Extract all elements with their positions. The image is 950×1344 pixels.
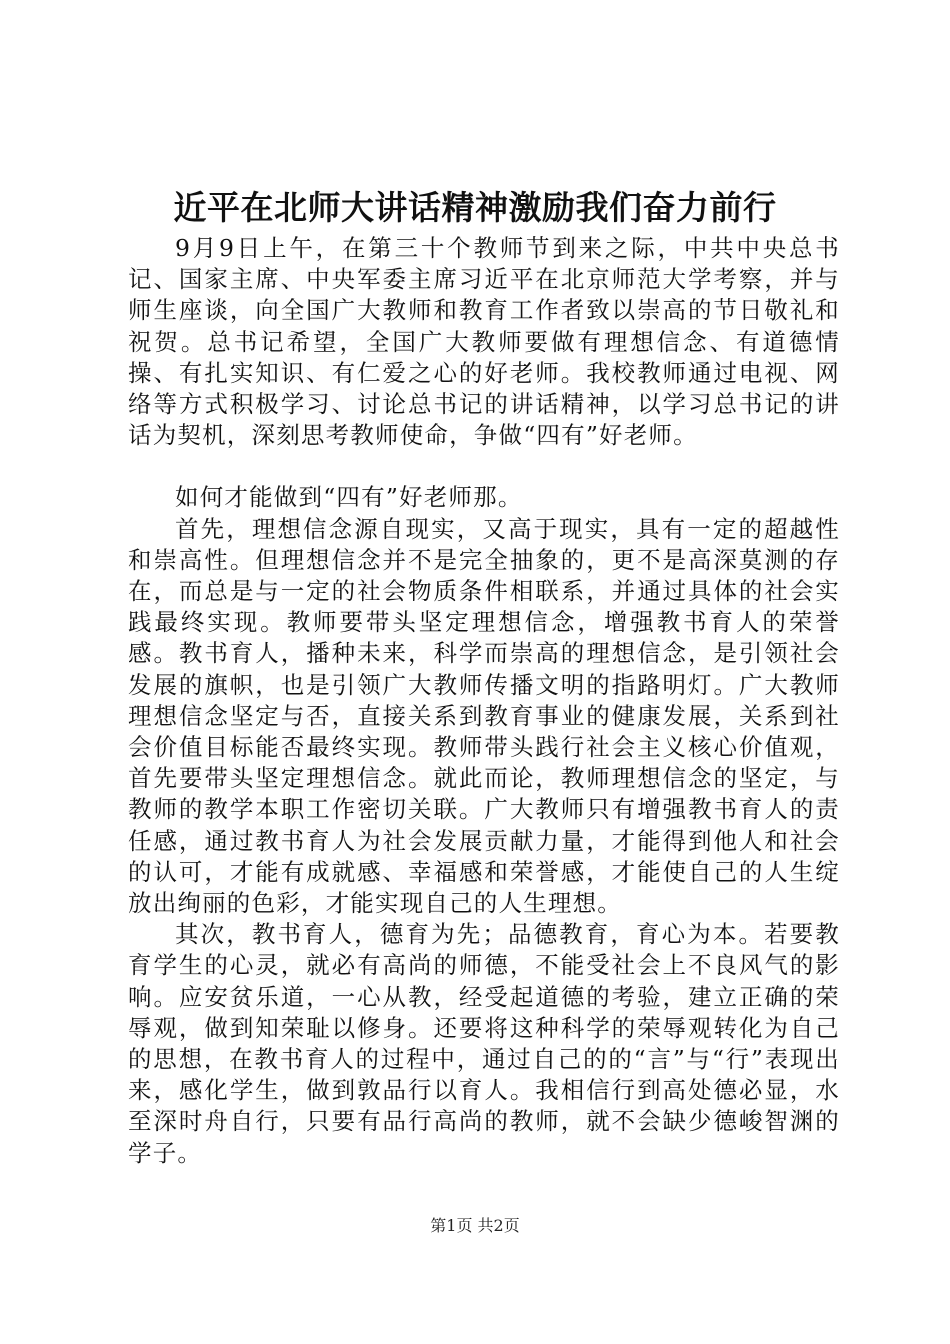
document-title: 近平在北师大讲话精神激励我们奋力前行: [173, 188, 777, 227]
page-footer: 第1页 共2页: [430, 1216, 520, 1235]
document-body: [128, 233, 840, 1169]
paragraph-intro: 9月9日上午，在第三十个教师节到来之际，中共中央总书记、国家主席、中央军委主席习近平在北京师范大学考察，并与师生座谈，向全国广大教师和教育工作者致以崇高的节日敬礼和祝贺。总书记希望，全国广大教师要做有理想信念、有道德情操、有扎实知识、有仁爱之心的好老师。我校教师通过电视、网络等方式积极学习、讨论总书记的讲话精神，以学习总书记的讲话为契机，深刻思考教师使命，争做“四有”好老师。: [128, 234, 840, 450]
paragraph-question: 如何才能做到“四有”好老师那。: [175, 483, 523, 512]
paragraph-second-point: 其次，教书育人，德育为先；品德教育，育心为本。若要教育学生的心灵，就必有高尚的师德，不能受社会上不良风气的影响。应安贫乐道，一心从教，经受起道德的考验，建立正确的荣辱观，做到知荣耻以修身。还要将这种科学的荣辱观转化为自己的思想，在教书育人的过程中，通过自己的的“言”与“行”表现出来，感化学生，做到敦品行以育人。我相信行到高处德必显，水至深时舟自行，只要有品行高尚的教师，就不会缺少德峻智渊的学子。: [128, 920, 840, 1167]
paragraph-first-point: 首先，理想信念源自现实，又高于现实，具有一定的超越性和崇高性。但理想信念并不是完全抽象的，更不是高深莫测的存在，而总是与一定的社会物质条件相联系，并通过具体的社会实践最终实现。教师要带头坚定理想信念，增强教书育人的荣誉感。教书育人，播种未来，科学而崇高的理想信念，是引领社会发展的旗帜，也是引领广大教师传播文明的指路明灯。广大教师理想信念坚定与否，直接关系到教育事业的健康发展，关系到社会价值目标能否最终实现。教师带头践行社会主义核心价值观，首先要带头坚定理想信念。就此而论，教师理想信念的坚定，与教师的教学本职工作密切关联。广大教师只有增强教书育人的责任感，通过教书育人为社会发展贡献力量，才能得到他人和社会的认可，才能有成就感、幸福感和荣誉感，才能使自己的人生绽放出绚丽的色彩，才能实现自己的人生理想。: [128, 514, 840, 918]
